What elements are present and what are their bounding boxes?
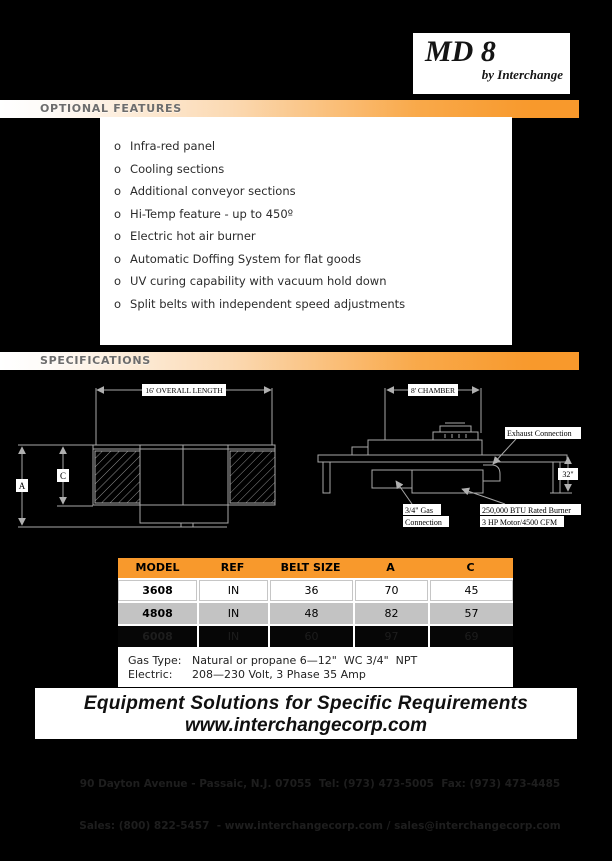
belt-size-value: 48: [268, 603, 353, 624]
features-list: [114, 140, 512, 310]
gas-connection-label-line1: 3/4" Gas: [405, 506, 433, 515]
feature-label: UV curing capability with vacuum hold down: [130, 274, 387, 288]
contact-footer: [0, 749, 612, 861]
feature-label: Additional conveyor sections: [130, 184, 296, 198]
list-item: [114, 185, 512, 197]
ref-value: IN: [197, 626, 268, 647]
brand-byline: by Interchange: [481, 67, 563, 82]
optional-features-heading: OPTIONAL FEATURES: [40, 102, 182, 115]
spec-table: [118, 558, 513, 687]
brand-logo: [413, 33, 570, 94]
column-header-model: MODEL: [118, 558, 197, 578]
bullet-glyph: o: [114, 161, 122, 176]
table-row: [118, 578, 513, 601]
bullet-glyph: o: [114, 274, 122, 288]
list-item: [114, 163, 512, 175]
a-value: 97: [353, 626, 428, 647]
height-dim-label: 32": [562, 470, 574, 479]
belt-size-value: 60: [268, 626, 353, 647]
electric-row: [128, 668, 513, 682]
c-value: 57: [428, 603, 513, 624]
feature-label: Split belts with independent speed adjustments: [130, 296, 406, 311]
c-value: 69: [428, 626, 513, 647]
utilities-info-box: [118, 647, 513, 687]
bullet-glyph: o: [114, 251, 122, 266]
model-value: 3608: [118, 580, 197, 601]
bullet-glyph: o: [114, 139, 122, 153]
burner-label-line1: 250,000 BTU Rated Burner: [482, 506, 571, 515]
tagline-url: www.interchangecorp.com: [184, 715, 428, 736]
electric-label: Electric:: [128, 668, 173, 681]
feature-label: Cooling sections: [130, 161, 225, 176]
column-header-belt-size: BELT SIZE: [268, 558, 353, 578]
product-title: MD 8: [425, 35, 496, 68]
list-item: [114, 140, 512, 152]
table-row: [118, 601, 513, 624]
burner-label-line2: 3 HP Motor/4500 CFM: [482, 518, 558, 527]
model-value: 4808: [118, 603, 197, 624]
c-value: 45: [428, 580, 513, 601]
feature-label: Infra-red panel: [130, 139, 216, 153]
bullet-glyph: o: [114, 229, 122, 243]
feature-label: Electric hot air burner: [130, 229, 256, 243]
model-value: 6008: [118, 626, 197, 647]
technical-diagram: [0, 375, 612, 547]
gas-type-row: [128, 654, 513, 668]
footer-address-line: 90 Dayton Avenue - Passaic, N.J. 07055 Tel: (973) 473-5005 Fax: (973) 473-4485: [79, 778, 561, 790]
column-header-c: C: [428, 558, 513, 578]
tagline-banner: [35, 688, 577, 739]
optional-features-panel: [100, 117, 512, 345]
exhaust-connection-label: Exhaust Connection: [507, 429, 572, 438]
table-header-row: [118, 558, 513, 578]
feature-label: Automatic Doffing System for flat goods: [130, 251, 362, 266]
gas-type-value: Natural or propane 6—12" WC 3/4" NPT: [192, 654, 418, 667]
optional-features-banner: [0, 100, 579, 118]
column-header-ref: REF: [197, 558, 268, 578]
a-value: 70: [353, 580, 428, 601]
bullet-glyph: o: [114, 184, 122, 198]
chamber-label: 8' CHAMBER: [410, 386, 456, 395]
list-item: [114, 253, 512, 265]
table-row: [118, 624, 513, 647]
belt-size-value: 36: [268, 580, 353, 601]
ref-value: IN: [197, 603, 268, 624]
specifications-heading: SPECIFICATIONS: [40, 354, 151, 367]
column-header-a: A: [353, 558, 428, 578]
list-item: [114, 208, 512, 220]
tagline-text: Equipment Solutions for Specific Requirements: [83, 693, 529, 714]
side-view-drawing: [318, 388, 572, 504]
overall-length-label: 16' OVERALL LENGTH: [145, 386, 223, 395]
footer-sales-line: Sales: (800) 822-5457 - www.interchangecorp.com / sales@interchangecorp.com: [79, 820, 561, 832]
list-item: [114, 298, 512, 310]
feature-label: Hi-Temp feature - up to 450º: [130, 206, 294, 221]
specifications-banner: [0, 352, 579, 370]
bullet-glyph: o: [114, 206, 122, 221]
a-value: 82: [353, 603, 428, 624]
list-item: [114, 275, 512, 287]
bullet-glyph: o: [114, 296, 122, 311]
dim-a-label: A: [18, 481, 26, 491]
list-item: [114, 230, 512, 242]
electric-value: 208—230 Volt, 3 Phase 35 Amp: [192, 668, 366, 681]
gas-type-label: Gas Type:: [128, 654, 182, 667]
ref-value: IN: [197, 580, 268, 601]
plan-view-drawing: [18, 388, 275, 527]
dim-c-label: C: [59, 471, 67, 481]
gas-connection-label-line2: Connection: [405, 518, 442, 527]
